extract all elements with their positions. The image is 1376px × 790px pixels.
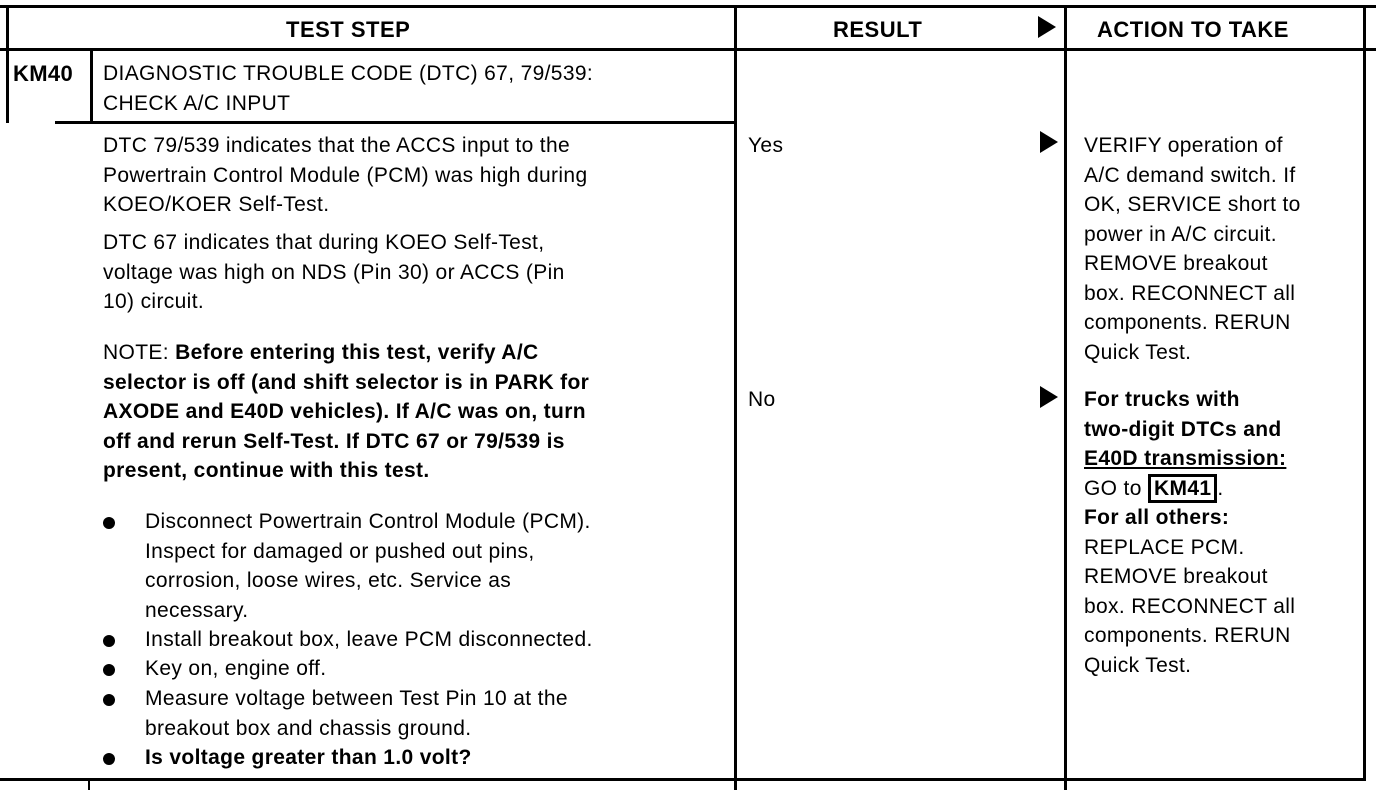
- text-line: Measure voltage between Test Pin 10 at the: [145, 687, 568, 710]
- text-line: [1084, 474, 1295, 504]
- text-line: [1084, 444, 1295, 474]
- bullet-item-1: [145, 507, 591, 625]
- text-line: components. RERUN: [1084, 624, 1291, 647]
- bullet-icon: [103, 635, 115, 647]
- text-line: Install breakout box, leave PCM disconnected.: [145, 628, 593, 651]
- text-line: selector is off (and shift selector is in PARK for: [103, 370, 590, 394]
- text-line: box. RECONNECT all: [1084, 281, 1296, 305]
- text-line: REMOVE breakout: [1084, 565, 1268, 588]
- text-line: VERIFY operation of: [1084, 134, 1283, 157]
- text-line: [103, 338, 589, 368]
- text-line: Is voltage greater than 1.0 volt?: [145, 746, 472, 769]
- result-no: No: [748, 388, 776, 411]
- text-line: necessary.: [145, 598, 249, 622]
- result-yes: Yes: [748, 134, 784, 157]
- text-line: two-digit DTCs and: [1084, 417, 1282, 441]
- text-line: corrosion, loose wires, etc. Service as: [145, 569, 512, 592]
- header-test-step: TEST STEP: [286, 17, 411, 42]
- top-border: [0, 5, 1376, 8]
- right-border: [1363, 5, 1366, 781]
- step-result-divider: [734, 5, 737, 790]
- bullet-icon: [103, 664, 115, 676]
- note-label: NOTE:: [103, 341, 169, 364]
- bullet-icon: [103, 753, 115, 765]
- text-line: A/C demand switch. If: [1084, 163, 1296, 187]
- text-line: Quick Test.: [1084, 653, 1192, 677]
- description-para-2: [103, 228, 565, 317]
- step-title-line: CHECK A/C INPUT: [103, 91, 291, 115]
- text-line: box. RECONNECT all: [1084, 594, 1296, 618]
- bullet-item-5: [145, 743, 472, 773]
- text-line: breakout box and chassis ground.: [145, 716, 472, 740]
- text-line: DTC 67 indicates that during KOEO Self-Test,: [103, 231, 545, 254]
- bullet-icon: [103, 517, 115, 529]
- step-code: KM40: [13, 61, 74, 86]
- text-line: Inspect for damaged or pushed out pins,: [145, 539, 535, 563]
- header-arrow-icon: [1038, 16, 1056, 38]
- text-line: present, continue with this test.: [103, 459, 430, 482]
- header-action: ACTION TO TAKE: [1097, 17, 1289, 42]
- header-result: RESULT: [833, 17, 923, 42]
- step-title-line: DIAGNOSTIC TROUBLE CODE (DTC) 67, 79/539:: [103, 62, 594, 85]
- description-para-1: [103, 131, 587, 220]
- text-line: For trucks with: [1084, 388, 1240, 411]
- text-line: REMOVE breakout: [1084, 252, 1268, 275]
- text-line: Powertrain Control Module (PCM) was high during: [103, 163, 588, 187]
- text-line: Key on, engine off.: [145, 657, 327, 680]
- underlined-text: E40D transmission:: [1084, 447, 1287, 470]
- action-no: [1084, 385, 1295, 680]
- goto-prefix: GO to: [1084, 476, 1142, 500]
- left-border: [6, 5, 9, 123]
- bullet-item-3: [145, 654, 326, 684]
- note-text: Before entering this test, verify A/C: [175, 341, 539, 364]
- bullet-item-2: [145, 625, 593, 655]
- title-bottom-border-left: [55, 121, 93, 124]
- step-title: [103, 59, 593, 118]
- result-yes-arrow-icon: [1040, 131, 1058, 153]
- text-line: DTC 79/539 indicates that the ACCS input to the: [103, 134, 571, 157]
- result-action-divider: [1064, 5, 1067, 790]
- text-line: off and rerun Self-Test. If DTC 67 or 79/539 is: [103, 429, 565, 453]
- text-line: REPLACE PCM.: [1084, 535, 1245, 559]
- text-line: Quick Test.: [1084, 340, 1192, 364]
- text-line: AXODE and E40D vehicles). If A/C was on, turn: [103, 400, 586, 423]
- bullet-icon: [103, 694, 115, 706]
- result-no-arrow-icon: [1040, 386, 1058, 408]
- title-bottom-border: [93, 121, 736, 124]
- text-line: OK, SERVICE short to: [1084, 193, 1301, 216]
- goto-suffix: .: [1217, 476, 1224, 500]
- note-block: [103, 338, 589, 486]
- text-line: power in A/C circuit.: [1084, 222, 1277, 246]
- code-divider: [90, 48, 93, 123]
- text-line: components. RERUN: [1084, 311, 1291, 334]
- bullet-item-4: [145, 684, 568, 743]
- action-yes: [1084, 131, 1301, 367]
- text-line: For all others:: [1084, 506, 1230, 529]
- bottom-border: [0, 778, 1366, 781]
- bottom-tick: [88, 778, 90, 790]
- text-line: Disconnect Powertrain Control Module (PCM).: [145, 510, 591, 533]
- goto-ref-km41[interactable]: KM41: [1148, 474, 1217, 503]
- text-line: 10) circuit.: [103, 290, 205, 313]
- header-bottom-border: [0, 48, 1376, 51]
- text-line: voltage was high on NDS (Pin 30) or ACCS (Pin: [103, 260, 565, 284]
- text-line: KOEO/KOER Self-Test.: [103, 193, 330, 216]
